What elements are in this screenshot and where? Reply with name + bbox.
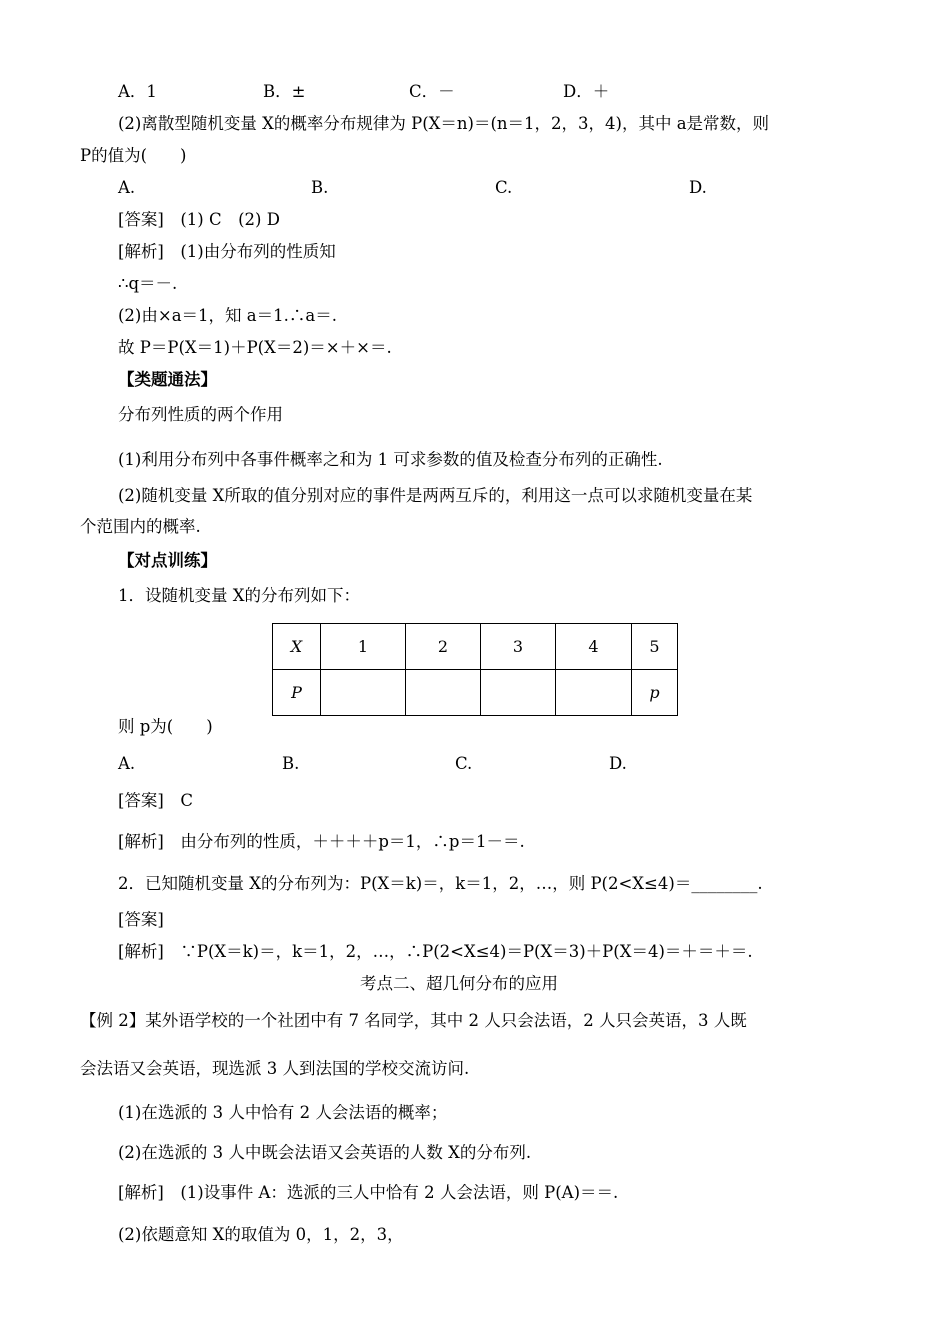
training-1-analysis: [解析] 由分布列的性质，＋＋＋＋p＝1，∴p＝1－＝. xyxy=(118,832,525,851)
table-cell: 3 xyxy=(481,624,556,670)
training-1-stem: 1．设随机变量 X的分布列如下： xyxy=(118,586,360,605)
training-1-answer: [答案] C xyxy=(118,791,193,810)
table-cell: 1 xyxy=(321,624,406,670)
table-cell: X xyxy=(273,624,321,670)
example-2-question-2: (2)在选派的 3 人中既会法语又会英语的人数 X的分布列. xyxy=(118,1143,532,1162)
table-row xyxy=(273,624,678,670)
example-2-line1: 【例 2】某外语学校的一个社团中有 7 名同学，其中 2 人只会法语，2 人只会英语，3 人既 xyxy=(80,1011,747,1030)
method-subtitle: 分布列性质的两个作用 xyxy=(118,405,283,424)
method-paragraph-1: (1)利用分布列中各事件概率之和为 1 可求参数的值及检查分布列的正确性. xyxy=(118,450,663,469)
table-cell: P xyxy=(273,670,321,716)
training-1-question: 则 p为( ) xyxy=(118,717,213,736)
answer-1: [答案] (1) C (2) D xyxy=(118,210,280,229)
table-cell: 5 xyxy=(632,624,678,670)
table-cell xyxy=(321,670,406,716)
training-2-stem: 2．已知随机变量 X的分布列为：P(X＝k)＝，k＝1，2，…，则 P(2<X≤4)＝________. xyxy=(118,874,763,893)
analysis-1-line2: ∴q＝－. xyxy=(118,274,178,293)
analysis-1-line1: [解析] (1)由分布列的性质知 xyxy=(118,242,336,261)
q2-option-b: B. xyxy=(311,178,329,197)
example-2-analysis-2: (2)依题意知 X的取值为 0，1，2，3， xyxy=(118,1225,404,1244)
t1-option-d: D. xyxy=(609,754,627,773)
example-2-line2: 会法语又会英语，现选派 3 人到法国的学校交流访问. xyxy=(80,1059,470,1078)
table-cell xyxy=(406,670,481,716)
distribution-table xyxy=(272,623,678,716)
table-cell xyxy=(481,670,556,716)
section-2-title: 考点二、超几何分布的应用 xyxy=(360,974,558,993)
q1-option-c: C．－ xyxy=(409,82,455,101)
method-title: 【类题通法】 xyxy=(118,370,217,389)
training-2-answer: [答案] xyxy=(118,910,164,929)
table-row xyxy=(273,670,678,716)
t1-option-a: A. xyxy=(118,754,136,773)
q1-option-b: B．± xyxy=(263,82,306,101)
practice-title: 【对点训练】 xyxy=(118,551,217,570)
t1-option-c: C. xyxy=(455,754,473,773)
q2-stem-line2: P的值为( ) xyxy=(80,146,187,165)
table-cell: 4 xyxy=(556,624,632,670)
training-2-analysis: [解析] ∵P(X＝k)＝，k＝1，2，…，∴P(2<X≤4)＝P(X＝3)＋P(X＝4)＝＋＝＋＝. xyxy=(118,942,753,961)
method-paragraph-2-line1: (2)随机变量 X所取的值分别对应的事件是两两互斥的，利用这一点可以求随机变量在某 xyxy=(118,486,753,505)
example-2-question-1: (1)在选派的 3 人中恰有 2 人会法语的概率； xyxy=(118,1103,448,1122)
example-2-analysis-1: [解析] (1)设事件 A：选派的三人中恰有 2 人会法语，则 P(A)＝＝. xyxy=(118,1183,619,1202)
t1-option-b: B. xyxy=(282,754,300,773)
analysis-1-line4: 故 P＝P(X＝1)＋P(X＝2)＝×＋×＝. xyxy=(118,338,392,357)
q2-option-a: A. xyxy=(118,178,136,197)
method-paragraph-2-line2: 个范围内的概率. xyxy=(80,517,201,536)
q2-option-c: C. xyxy=(495,178,513,197)
table-cell xyxy=(556,670,632,716)
q1-option-d: D．＋ xyxy=(563,82,610,101)
q2-option-d: D. xyxy=(689,178,707,197)
analysis-1-line3: (2)由×a＝1，知 a＝1.∴a＝. xyxy=(118,306,337,325)
table-cell: p xyxy=(632,670,678,716)
q2-stem-line1: (2)离散型随机变量 X的概率分布规律为 P(X＝n)＝(n＝1，2，3，4)，其中 a是常数，则 xyxy=(118,114,770,133)
table-cell: 2 xyxy=(406,624,481,670)
q1-option-a: A．1 xyxy=(118,82,157,101)
